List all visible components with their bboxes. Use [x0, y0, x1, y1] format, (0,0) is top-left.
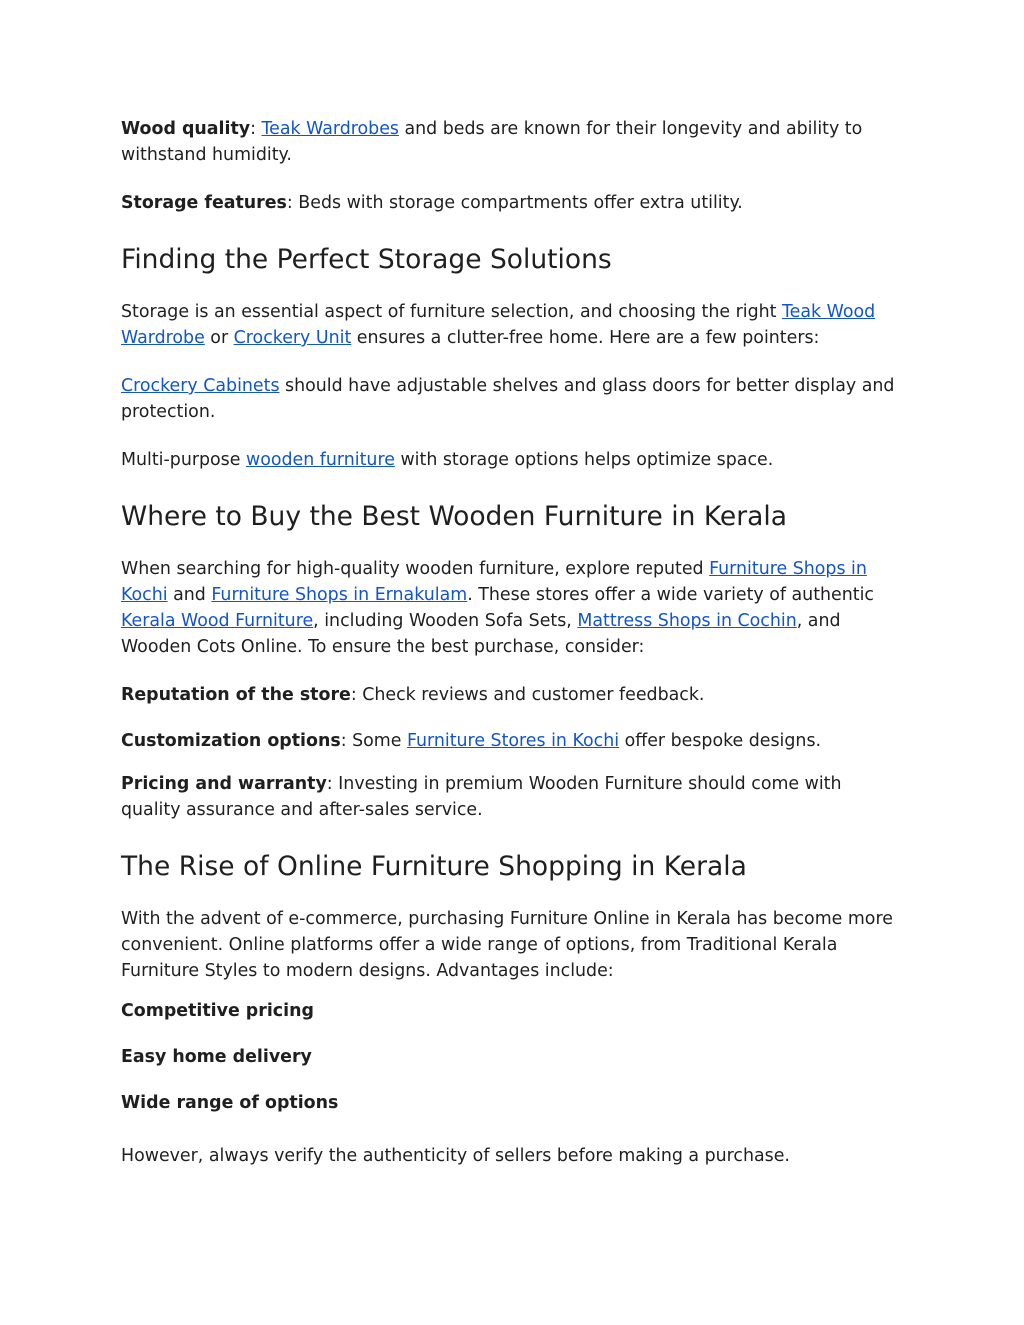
crockery-unit-link[interactable]: Crockery Unit [233, 328, 352, 348]
reputation-paragraph: Reputation of the store: Check reviews and customer feedback. [121, 685, 705, 705]
kerala-wood-furniture-link[interactable]: Kerala Wood Furniture [121, 611, 314, 631]
furniture-shops-ernakulam-link[interactable]: Furniture Shops in Ernakulam [211, 585, 468, 605]
reputation-label: Reputation of the store [121, 685, 351, 705]
wood-quality-paragraph: Wood quality: Teak Wardrobes and beds are known for their longevity and ability to withstand humidity. [121, 119, 863, 165]
heading-online-shopping: The Rise of Online Furniture Shopping in Kerala [121, 851, 747, 882]
closing-paragraph: However, always verify the authenticity of sellers before making a purchase. [121, 1146, 790, 1166]
advantage-item: Competitive pricing [121, 1001, 314, 1021]
crockery-cabinets-link[interactable]: Crockery Cabinets [121, 376, 280, 396]
pricing-paragraph: Pricing and warranty: Investing in premium Wooden Furniture should come with quality assurance and after-sales service. [121, 774, 842, 820]
storage-features-label: Storage features [121, 193, 287, 213]
customization-label: Customization options [121, 731, 341, 751]
advantage-item: Easy home delivery [121, 1047, 312, 1067]
furniture-shops-kochi-link[interactable]: Furniture Shops in Kochi [121, 559, 867, 605]
document-page [121, 116, 901, 1169]
heading-storage-solutions: Finding the Perfect Storage Solutions [121, 244, 612, 275]
advantage-item: Wide range of options [121, 1093, 339, 1113]
customization-paragraph: Customization options: Some Furniture Stores in Kochi offer bespoke designs. [121, 731, 822, 751]
wooden-furniture-link[interactable]: wooden furniture [245, 450, 395, 470]
teak-wardrobes-link[interactable]: Teak Wardrobes [261, 119, 399, 139]
pricing-label: Pricing and warranty [121, 774, 327, 794]
online-intro-paragraph: With the advent of e-commerce, purchasing Furniture Online in Kerala has become more convenient. Online platforms offer a wide range of options, from Traditional Kerala Furniture Styles to modern designs. Advantages include: [121, 909, 893, 981]
storage-features-paragraph: Storage features: Beds with storage compartments offer extra utility. [121, 193, 743, 213]
wood-quality-label: Wood quality [121, 119, 251, 139]
storage-intro-paragraph: Storage is an essential aspect of furniture selection, and choosing the right Teak Wood Wardrobe or Crockery Unit ensures a clutter-free home. Here are a few pointers: [121, 302, 876, 348]
heading-where-to-buy: Where to Buy the Best Wooden Furniture in Kerala [121, 501, 787, 532]
teak-wood-wardrobe-link[interactable]: Teak Wood Wardrobe [121, 302, 876, 348]
furniture-stores-kochi-link[interactable]: Furniture Stores in Kochi [406, 731, 620, 751]
where-to-buy-paragraph: When searching for high-quality wooden furniture, explore reputed Furniture Shops in Kochi and Furniture Shops in Ernakulam. These stores offer a wide variety of authentic Kerala Wood Furniture, including Wooden Sofa Sets, Mattress Shops in Cochin, and Wooden Cots Online. To ensure the best purchase, consider: [121, 559, 874, 657]
multi-purpose-paragraph: Multi-purpose wooden furniture with storage options helps optimize space. [121, 450, 774, 470]
mattress-shops-cochin-link[interactable]: Mattress Shops in Cochin [577, 611, 797, 631]
crockery-cabinets-paragraph: Crockery Cabinets should have adjustable shelves and glass doors for better display and protection. [121, 376, 895, 422]
